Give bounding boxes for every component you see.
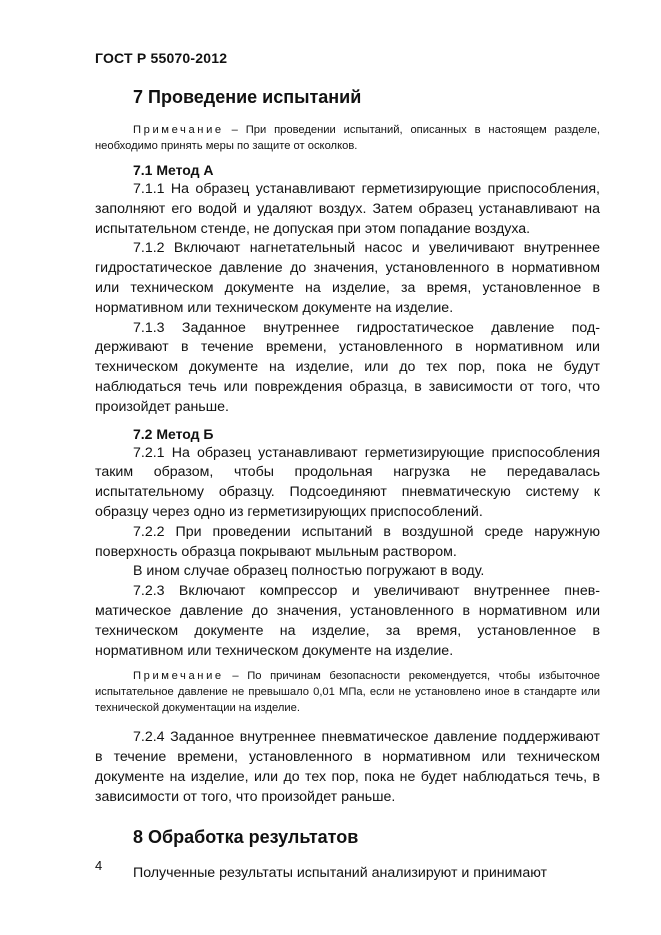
document-id: ГОСТ Р 55070-2012 — [95, 50, 228, 66]
paragraph-7-1-3: 7.1.3 Заданное внутреннее гидростатическое давление поддерживают в течение времени, установленного в нормативном или техническом документе на изделие, или до тех пор, пока не будут наблюдаться течь или повреждения образца, в зависимости от того, что произойдет раньше. — [95, 319, 600, 415]
paragraph-7-1-2: 7.1.2 Включают нагнетательный насос и увеличивают внутреннее гидростатическое давление до значения, установленного в нормативном или техническом документе на изделие, за время, установленное в нормативном или техническом документе на изделие. — [95, 240, 600, 316]
paragraph-7-2-1: 7.2.1 На образец устанавливают герметизирующие приспособления таким образом, чтобы продольная нагрузка не передавалась испытательному образцу. Подсоединяют пневматическую систему к образцу через одно из герметизирующих приспособлений. — [95, 444, 600, 520]
paragraph-7-1-1: 7.1.1 На образец устанавливают герметизирующие приспособления, заполняют его водой и удаляют воздух. Затем образец устанавливают на испытательном стенде, не допуская при этом попадание воздуха. — [95, 181, 600, 237]
paragraph-7-2-3: 7.2.3 Включают компрессор и увеличивают внутреннее пневматическое давление до значения, установленного в нормативном или техническом документе на изделие, за время, установленное в нормативном или техническом документе на изделие. — [95, 583, 600, 659]
note-text: – При проведении испытаний, описанных в настоящем разделе, необходимо принять меры по защите от осколков. — [95, 124, 600, 152]
page-content — [95, 84, 600, 883]
note-label: Примечание — [133, 670, 224, 683]
method-b-note — [95, 668, 600, 716]
paragraph-7-2-2: 7.2.2 При проведении испытаний в воздушной среде наружную поверхность образца покрывают мыльным раствором. — [95, 523, 600, 560]
section-8-paragraph: Полученные результаты испытаний анализируют и принимают — [133, 864, 548, 881]
section-7-note — [95, 122, 600, 154]
method-a-heading: 7.1 Метод А — [133, 162, 214, 178]
paragraph-7-2-2-alt: В ином случае образец полностью погружают в воду. — [133, 563, 485, 580]
page-number: 4 — [95, 858, 103, 873]
paragraph-7-2-4: 7.2.4 Заданное внутреннее пневматическое давление поддерживают в течение времени, установленного в нормативном или техническом документе на изделие, или до тех пор, пока не будет наблюдаться течь, в зависимости от того, что произойдет раньше. — [95, 729, 600, 805]
note-label: Примечание — [133, 124, 224, 136]
section-8-heading: 8 Обработка результатов — [133, 826, 359, 847]
method-b-heading: 7.2 Метод Б — [133, 425, 214, 442]
note-text: – По причинам безопасности рекомендуется, чтобы избыточное испытательное давление не превышало 0,01 МПа, если не установлено иное в стандарте или технической документации на изделие. — [95, 670, 600, 715]
section-7-heading: 7 Проведение испытаний — [133, 87, 362, 107]
